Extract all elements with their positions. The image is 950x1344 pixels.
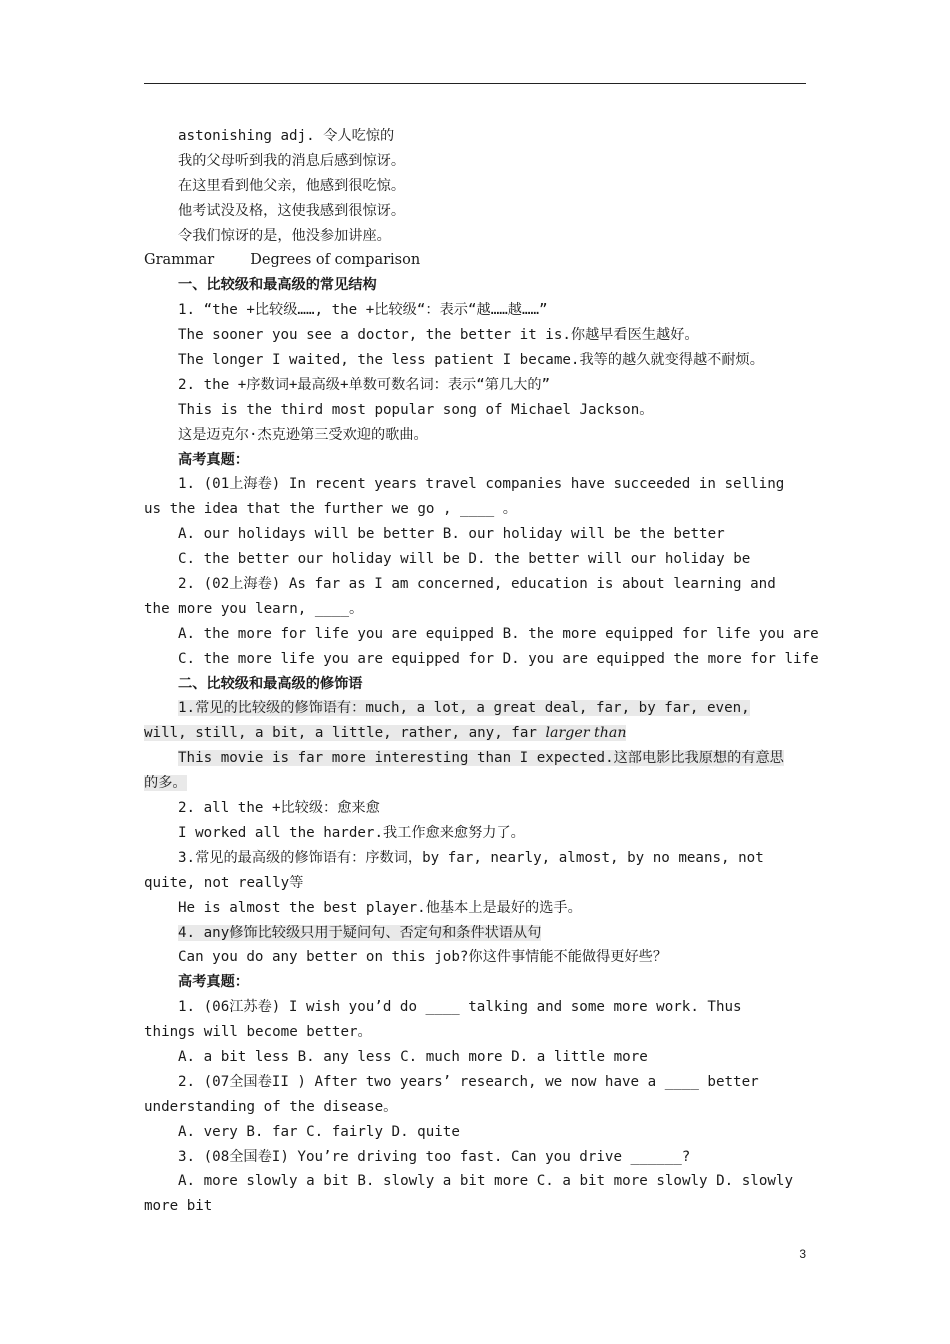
example-sentence: 他考试没及格，这使我感到很惊讶。 bbox=[178, 202, 406, 219]
exam-heading: 高考真题： bbox=[178, 451, 249, 468]
example-sentence: This is the third most popular song of Michael Jackson。 bbox=[178, 401, 654, 418]
options: A. very B. far C. fairly D. quite bbox=[178, 1123, 460, 1140]
options: C. the better our holiday will be D. the better will our holiday be bbox=[178, 551, 751, 568]
grammar-topic: Degrees of comparison bbox=[250, 252, 421, 269]
example-sentence: The sooner you see a doctor, the better it is.你越早看医生越好。 bbox=[178, 327, 699, 344]
example-sentence-cont bbox=[144, 771, 806, 796]
question-1: 1. (01上海卷) In recent years travel companies have succeeded in selling bbox=[178, 476, 785, 493]
question-1-cont: things will become better。 bbox=[144, 1024, 372, 1041]
highlighted-text: 4. any修饰比较级只用于疑问句、否定句和条件状语从句 bbox=[178, 924, 542, 941]
grammar-label: Grammar bbox=[144, 252, 215, 269]
example-sentence: 令我们惊讶的是，他没参加讲座。 bbox=[178, 227, 391, 244]
options: A. a bit less B. any less C. much more D. a little more bbox=[178, 1048, 648, 1065]
question-2-cont: understanding of the disease。 bbox=[144, 1098, 398, 1115]
modifier-rule-4 bbox=[144, 921, 806, 946]
modifier-rule-3-cont: quite, not really等 bbox=[144, 874, 304, 891]
highlighted-text: This movie is far more interesting than I expected.这部电影比我原想的有意思 bbox=[178, 750, 784, 767]
options: C. the more life you are equipped for D. you are equipped the more for life bbox=[178, 650, 819, 667]
example-sentence: I worked all the harder.我工作愈来愈努力了。 bbox=[178, 824, 525, 841]
question-1: 1. (06江苏卷) I wish you’d do ____ talking and some more work. Thus bbox=[178, 999, 742, 1016]
question-2-cont: the more you learn, ____。 bbox=[144, 600, 364, 617]
modifier-rule-3: 3.常见的最高级的修饰语有：序数词，by far, nearly, almost, by no means, not bbox=[178, 849, 764, 866]
modifier-rule-1-cont bbox=[144, 721, 806, 746]
question-3: 3. (08全国卷I) You’re driving too fast. Can you drive ______? bbox=[178, 1148, 691, 1165]
example-sentence bbox=[144, 746, 806, 771]
italic-text: larger than bbox=[545, 725, 627, 742]
example-sentence: The longer I waited, the less patient I became.我等的越久就变得越不耐烦。 bbox=[178, 352, 764, 369]
options: A. our holidays will be better B. our holiday will be the better bbox=[178, 526, 725, 543]
example-sentence: 这是迈克尔·杰克逊第三受欢迎的歌曲。 bbox=[178, 426, 428, 443]
section-heading-2: 二、比较级和最高级的修饰语 bbox=[178, 675, 363, 692]
example-sentence: 我的父母听到我的消息后感到惊讶。 bbox=[178, 152, 406, 169]
document-body bbox=[144, 124, 819, 1219]
exam-heading: 高考真题： bbox=[178, 974, 249, 991]
grammar-heading bbox=[144, 248, 806, 273]
highlighted-text: 1.常见的比较级的修饰语有：much, a lot, a great deal, far, by far, even, bbox=[178, 700, 750, 717]
vocab-entry: astonishing adj. 令人吃惊的 bbox=[178, 128, 395, 144]
rule-2: 2. the +序数词+最高级+单数可数名词：表示“第几大的” bbox=[178, 376, 551, 393]
rule-1: 1. “the +比较级……, the +比较级“：表示“越……越……” bbox=[178, 302, 548, 319]
options: A. more slowly a bit B. slowly a bit more C. a bit more slowly D. slowly bbox=[178, 1173, 793, 1190]
example-sentence: 在这里看到他父亲，他感到很吃惊。 bbox=[178, 177, 406, 194]
modifier-rule-2: 2. all the +比较级：愈来愈 bbox=[178, 800, 380, 817]
options: A. the more for life you are equipped B. the more equipped for life you are bbox=[178, 625, 819, 642]
highlighted-text: will, still, a bit, a little, rather, any, far bbox=[144, 725, 546, 742]
question-2: 2. (02上海卷) As far as I am concerned, education is about learning and bbox=[178, 576, 776, 593]
example-sentence: Can you do any better on this job?你这件事情能不能做得更好些？ bbox=[178, 949, 668, 966]
example-sentence: He is almost the best player.他基本上是最好的选手。 bbox=[178, 899, 582, 916]
header-rule bbox=[144, 83, 806, 84]
modifier-rule-1 bbox=[144, 696, 806, 721]
highlighted-text: 的多。 bbox=[144, 775, 187, 792]
question-2: 2. (07全国卷II ) After two years’ research, we now have a ____ better bbox=[178, 1073, 759, 1090]
options-cont: more bit bbox=[144, 1198, 213, 1215]
page-number: 3 bbox=[799, 1247, 806, 1261]
question-1-cont: us the idea that the further we go , ____ 。 bbox=[144, 501, 517, 518]
section-heading-1: 一、比较级和最高级的常见结构 bbox=[178, 277, 377, 294]
